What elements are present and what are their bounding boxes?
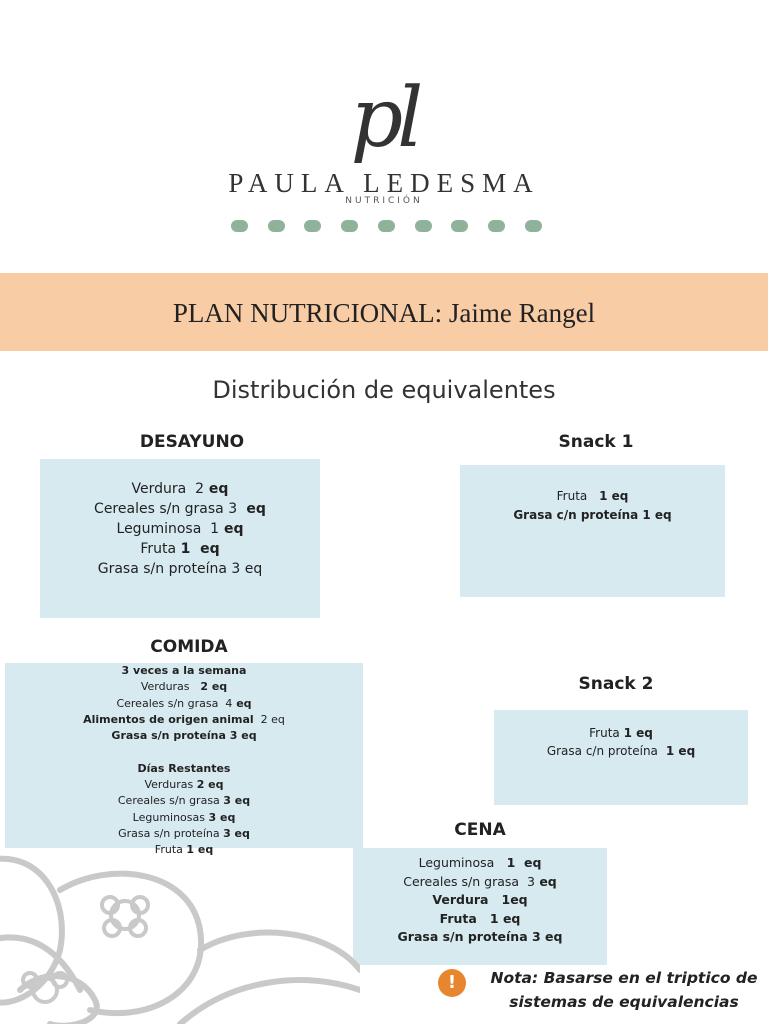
meal-box-snack2 bbox=[494, 710, 748, 805]
food-item: Leguminosa bbox=[418, 855, 503, 870]
meal-line bbox=[5, 696, 363, 712]
food-item: Cereales s/n grasa 4 bbox=[116, 696, 233, 710]
meal-line bbox=[40, 499, 320, 519]
meal-line bbox=[353, 891, 607, 910]
meal-box-snack1 bbox=[460, 465, 725, 597]
heading-snack1: Snack 1 bbox=[558, 432, 634, 452]
food-item: Verduras bbox=[144, 778, 197, 792]
food-amount: Grasa c/n proteína 1 eq bbox=[513, 508, 672, 522]
food-item: Leguminosas bbox=[132, 810, 209, 824]
food-item: Cereales s/n grasa bbox=[117, 794, 224, 808]
meal-line bbox=[5, 777, 363, 793]
food-amount: eq bbox=[204, 481, 229, 497]
meal-line bbox=[353, 854, 607, 873]
logo-monogram: pl bbox=[350, 71, 418, 166]
meal-line bbox=[40, 539, 320, 559]
meal-box-comida bbox=[5, 663, 363, 857]
food-amount: 2 eq bbox=[196, 778, 224, 792]
decorative-dot bbox=[231, 220, 248, 232]
meal-line bbox=[353, 873, 607, 892]
meal-line bbox=[5, 761, 363, 777]
meal-line bbox=[5, 663, 363, 679]
heading-snack2: Snack 2 bbox=[578, 674, 654, 694]
food-amount: eq bbox=[219, 521, 244, 537]
meal-box-cena bbox=[353, 848, 607, 965]
meal-line bbox=[494, 724, 748, 742]
logo-name: PAULA LEDESMA bbox=[228, 168, 540, 198]
meal-line bbox=[353, 928, 607, 947]
decorative-dot bbox=[378, 220, 395, 232]
food-amount: eq bbox=[534, 873, 557, 889]
decorative-dot bbox=[525, 220, 542, 232]
meal-line bbox=[353, 910, 607, 929]
food-amount: 2 eq bbox=[196, 680, 228, 694]
meal-line bbox=[5, 728, 363, 744]
meal-line bbox=[494, 742, 748, 760]
food-amount: 2 eq bbox=[253, 712, 285, 726]
food-amount: 3 eq bbox=[223, 826, 250, 840]
decorative-dot bbox=[341, 220, 358, 232]
note-text bbox=[486, 966, 762, 1014]
food-item: Grasa s/n proteína 3 eq bbox=[97, 561, 263, 577]
food-amount: Verdura 1eq bbox=[432, 892, 528, 907]
decorative-dot bbox=[268, 220, 285, 232]
meal-line bbox=[5, 810, 363, 826]
logo-subtitle: NUTRICIÓN bbox=[345, 196, 423, 206]
meal-line bbox=[460, 487, 725, 506]
food-item: Fruta bbox=[140, 541, 181, 557]
food-item: Fruta bbox=[154, 843, 187, 857]
plan-title: PLAN NUTRICIONAL: Jaime Rangel bbox=[172, 298, 596, 328]
food-item: Cereales s/n grasa 3 bbox=[403, 873, 535, 889]
food-amount: Grasa s/n proteína 3 eq bbox=[111, 729, 257, 743]
food-item: Fruta bbox=[556, 489, 595, 503]
food-amount: 3 veces a la semana bbox=[121, 664, 247, 677]
food-amount: 3 eq bbox=[208, 810, 236, 824]
food-amount: Fruta 1 eq bbox=[439, 910, 521, 926]
meal-line bbox=[40, 479, 320, 499]
note-line-2: sistemas de equivalencias bbox=[509, 993, 739, 1011]
food-item: Grasa c/n proteína bbox=[546, 744, 662, 758]
decorative-dot bbox=[415, 220, 432, 232]
food-amount: 1 eq bbox=[623, 726, 653, 740]
food-item: Verduras bbox=[140, 680, 197, 694]
meal-box-desayuno bbox=[40, 459, 320, 618]
food-item: Leguminosa 1 bbox=[116, 521, 220, 537]
food-amount: 3 eq bbox=[223, 794, 251, 808]
exclamation-icon: ! bbox=[438, 969, 466, 997]
heading-cena: CENA bbox=[454, 820, 506, 840]
meal-line bbox=[460, 506, 725, 525]
meal-line bbox=[5, 679, 363, 695]
meal-line bbox=[5, 712, 363, 728]
meal-line bbox=[40, 519, 320, 539]
food-item: Fruta bbox=[589, 726, 624, 740]
food-amount: Alimentos de origen animal bbox=[83, 712, 254, 726]
food-amount: eq bbox=[232, 696, 252, 710]
meal-line bbox=[40, 559, 320, 579]
food-amount: Días Restantes bbox=[137, 761, 231, 775]
meal-line bbox=[5, 793, 363, 809]
decorative-dot bbox=[451, 220, 468, 232]
food-item: Cereales s/n grasa 3 bbox=[94, 501, 242, 517]
food-amount: 1 eq bbox=[502, 855, 542, 870]
note-line-1: Nota: Basarse en el triptico de bbox=[490, 969, 758, 987]
food-amount: 1 eq bbox=[661, 744, 696, 758]
food-item: Verdura 2 bbox=[131, 481, 205, 497]
food-amount: 1 eq bbox=[594, 489, 629, 503]
decorative-dot bbox=[304, 220, 321, 232]
decorative-dot bbox=[488, 220, 505, 232]
food-amount: 1 eq bbox=[186, 843, 214, 857]
section-subtitle: Distribución de equivalentes bbox=[212, 376, 556, 404]
heading-desayuno: DESAYUNO bbox=[139, 432, 245, 452]
meal-line bbox=[5, 744, 363, 760]
food-amount: eq bbox=[241, 501, 266, 517]
heading-comida: COMIDA bbox=[150, 637, 228, 657]
food-amount: 1 eq bbox=[180, 541, 220, 557]
food-item: Grasa s/n proteína bbox=[118, 826, 224, 840]
floral-decoration bbox=[0, 840, 360, 1024]
food-amount: Grasa s/n proteína 3 eq bbox=[397, 929, 563, 944]
